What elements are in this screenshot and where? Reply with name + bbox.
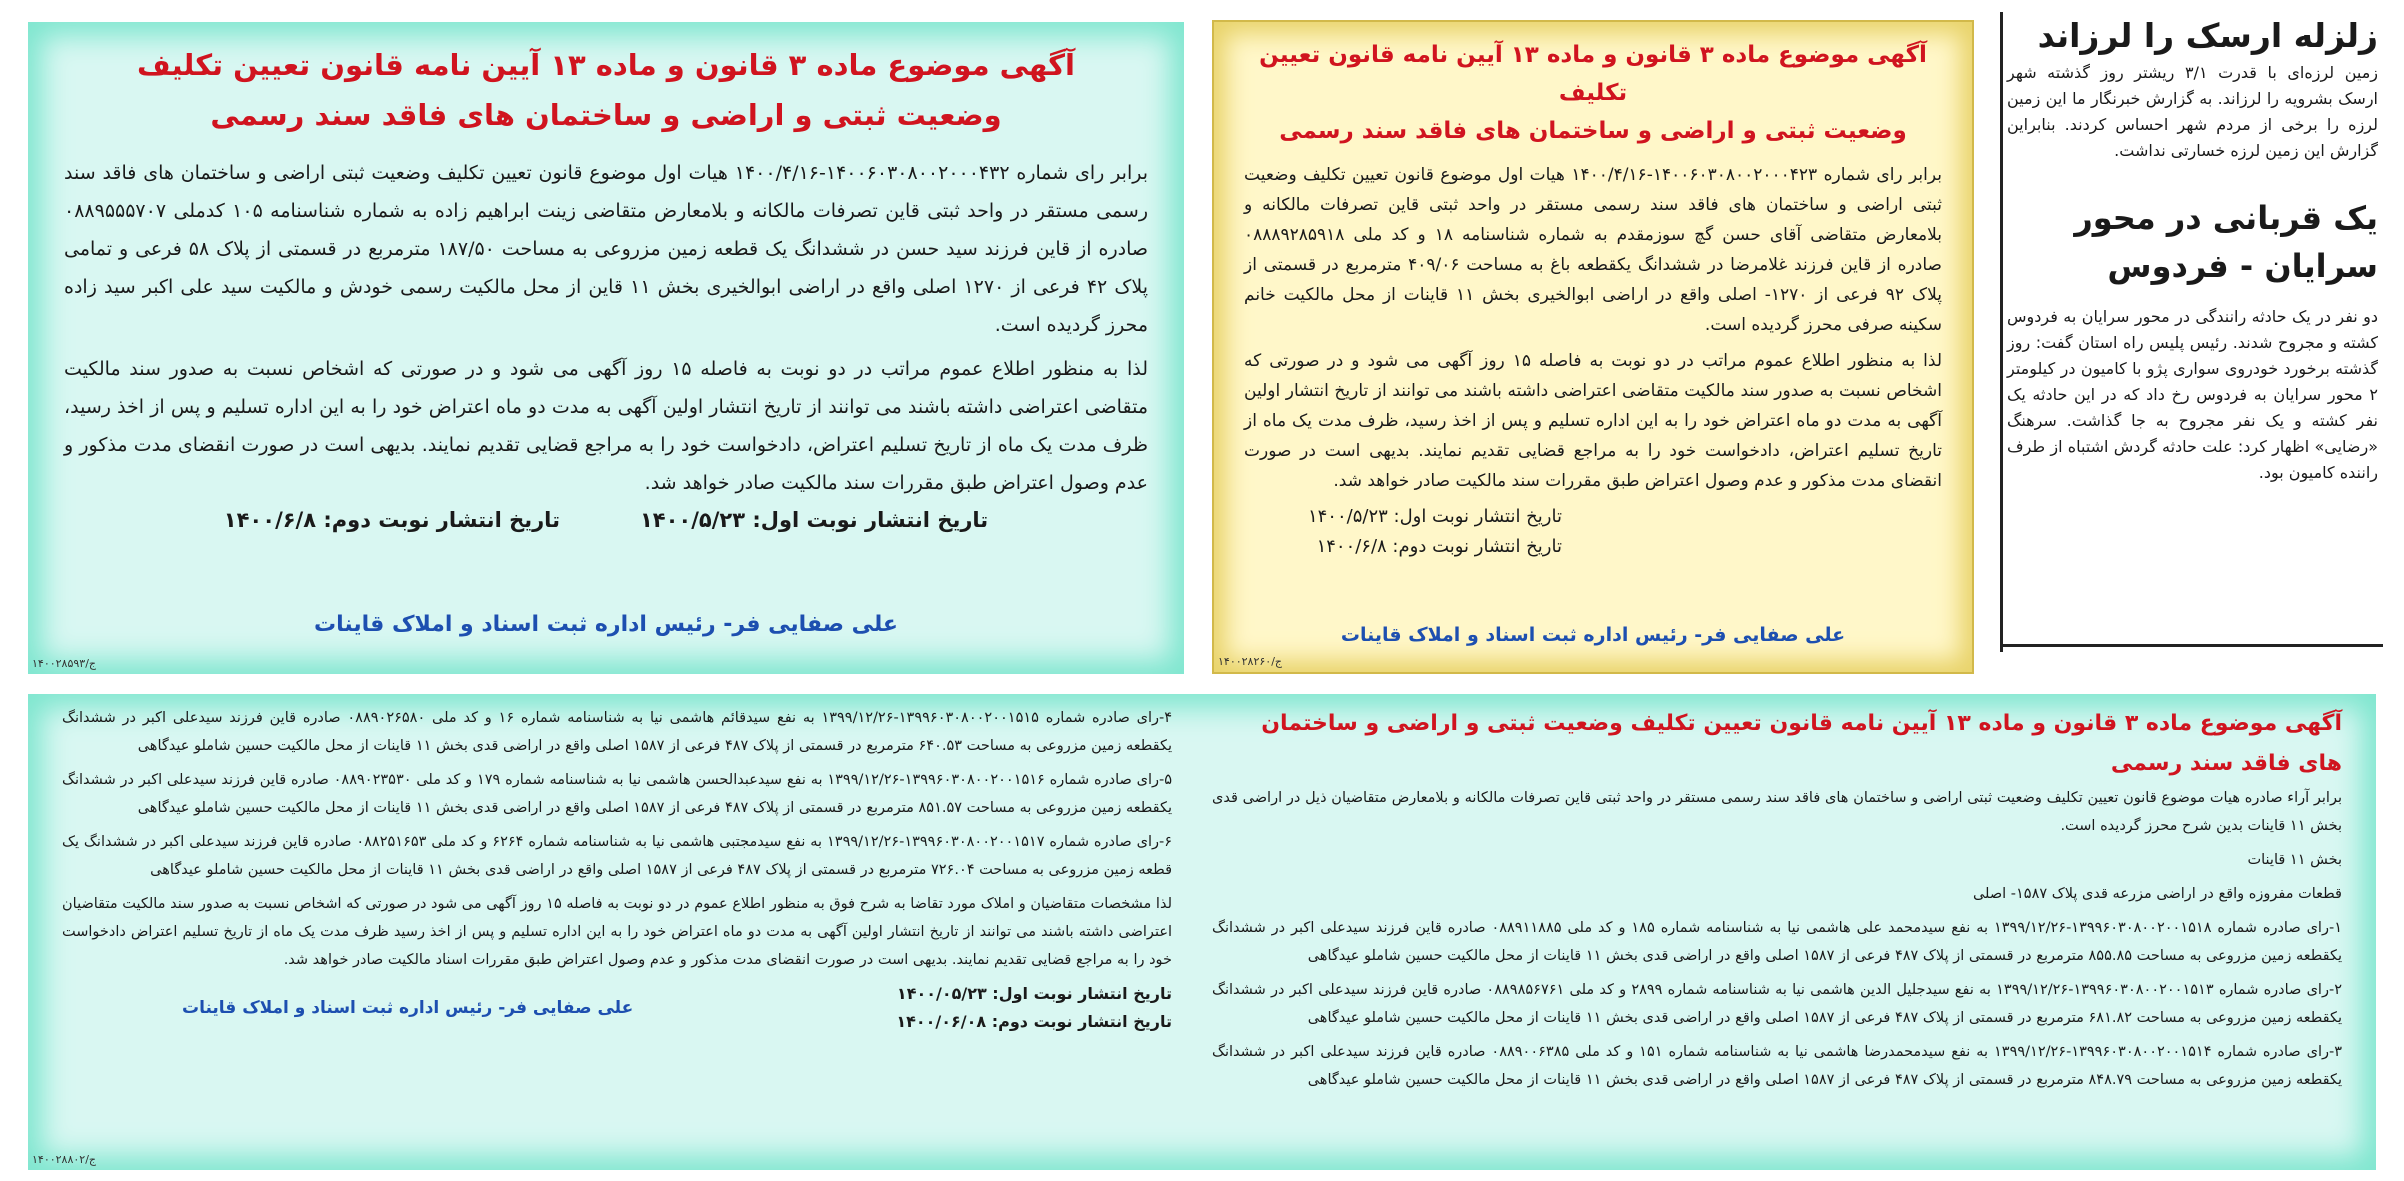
ad-bottom-right-body bbox=[1212, 784, 2342, 1094]
story2-title-line2: سرایان - فردوس bbox=[2107, 247, 2378, 285]
news-bottom-rule bbox=[2003, 644, 2383, 647]
ad-bottom-date-first: تاریخ انتشار نوبت اول: ۱۴۰۰/۰۵/۲۳ bbox=[896, 984, 1172, 1003]
ad-bottom-item2: ۲-رای صادره شماره ۱۳۹۹۶۰۳۰۸۰۰۲۰۰۱۵۱۳-۱۳۹۹/۱۲/۲۶ به نفع سیدجلیل الدین هاشمی نیا به شناسنامه شماره ۲۸۹۹ و کد ملی ۰۸۸۹۸۵۶۷۶۱ صادره قاین فرزند سیدعلی اکبر در ششدانگ یکقطعه زمین مزروعی به مساحت ۶۸۱.۸۲ مترمربع در قسمتی از پلاک ۴۸۷ فرعی از ۱۵۸۷ اصلی واقع در اراضی قدی بخش ۱۱ قاینات از محل مالکیت حسین شاملو عیدگاهی bbox=[1212, 982, 2342, 1026]
ad-left-paragraph1: برابر رای شماره ۱۴۰۰۶۰۳۰۸۰۰۲۰۰۰۴۳۲-۱۴۰۰/۴/۱۶ هیات اول موضوع قانون تعیین تکلیف وضعیت ثبتی اراضی و ساختمان های فاقد سند رسمی مستقر در واحد ثبتی قاین تصرفات مالکانه و بلامعارض متقاضی زینت ابراهیم زاده به شماره شناسنامه ۱۰۵ کدملی ۰۸۸۹۵۵۵۷۰۷ صادره از قاین فرزند سید حسن در ششدانگ یک قطعه زمین مزروعی به مساحت ۱۸۷/۵۰ مترمربع در قسمتی از پلاک ۵۸ فرعی و تمامی پلاک ۴۲ فرعی از ۱۲۷۰ اصلی واقع در اراضی ابوالخیری بخش ۱۱ قاین از محل مالکیت رسمی خودش و مالکیت سید علی اکبر سید زاده محرز گردیده است. bbox=[64, 162, 1149, 336]
ad-middle-date-first: تاریخ انتشار نوبت اول: ۱۴۰۰/۵/۲۳ bbox=[1307, 506, 1562, 527]
ad-middle-date-second: تاریخ انتشار نوبت دوم: ۱۴۰۰/۶/۸ bbox=[1316, 536, 1562, 557]
ad-middle-paragraph2: لذا به منظور اطلاع عموم مراتب در دو نوبت به فاصله ۱۵ روز آگهی می شود و در صورتی که اشخاص نسبت به صدور سند مالکیت متقاضی اعتراضی داشته باشند می توانند از تاریخ انتشار اولین آگهی به مدت دو ماه اعتراض خود را به این اداره تسلیم و پس از اخذ رسید، ظرف مدت یک ماه از تاریخ تسلیم اعتراض، دادخواست خود را به مراجع قضایی تقدیم نمایند. بدیهی است در صورت انقضای مدت مذکور و عدم وصول اعتراض طبق مقررات سند مالکیت صادر خواهد شد. bbox=[1244, 351, 1942, 491]
ad-bottom-date-second: تاریخ انتشار نوبت دوم: ۱۴۰۰/۰۶/۰۸ bbox=[896, 1012, 1172, 1031]
ad-bottom-intro: برابر آراء صادره هیات موضوع قانون تعیین تکلیف وضعیت ثبتی اراضی و ساختمان های فاقد سند رسمی مستقر در واحد ثبتی قاین تصرفات مالکانه و بلامعارض متقاضیان ذیل در اراضی قدی بخش ۱۱ قاینات بدین شرح محرز گردیده است. bbox=[1212, 790, 2342, 834]
ad-bottom-title: آگهی موضوع ماده ۳ قانون و ماده ۱۳ آیین نامه قانون تعیین تکلیف وضعیت ثبتی و اراضی و ساختمان های فاقد سند رسمی bbox=[1261, 711, 2342, 776]
ad-middle-paragraph1: برابر رای شماره ۱۴۰۰۶۰۳۰۸۰۰۲۰۰۰۴۲۳-۱۴۰۰/۴/۱۶ هیات اول موضوع قانون تعیین تکلیف وضعیت ثبتی اراضی و ساختمان های فاقد سند رسمی مستقر در واحد ثبتی قاین تصرفات مالکانه و بلامعارض متقاضی آقای حسن گچ سوزمقدم به شماره شناسنامه ۱۸ و کد ملی ۰۸۸۸۹۲۸۵۹۱۸ صادره از قاین فرزند غلامرضا در ششدانگ یکقطعه باغ به مساحت ۴۰۹/۰۶ مترمربع در قسمتی از پلاک ۹۲ فرعی از ۱۲۷۰- اصلی واقع در اراضی ابوالخیری بخش ۱۱ قاینات از محل مالکیت خانم سکینه صرفی محرز گردیده است. bbox=[1244, 165, 1943, 335]
ad-bottom-left-column bbox=[62, 704, 1172, 1100]
ad-bottom-item1: ۱-رای صادره شماره ۱۳۹۹۶۰۳۰۸۰۰۲۰۰۱۵۱۸-۱۳۹۹/۱۲/۲۶ به نفع سیدمحمد علی هاشمی نیا به شناسنامه شماره ۱۸۵ و کد ملی ۰۸۸۹۱۱۸۸۵ صادره قاین فرزند سیدعلی اکبر در ششدانگ یکقطعه زمین مزروعی به مساحت ۸۵۵.۸۵ مترمربع در قسمتی از پلاک ۴۸۷ فرعی از ۱۵۸۷ اصلی واقع در اراضی قدی بخش ۱۱ قاینات از محل مالکیت حسین شاملو عیدگاهی bbox=[1212, 920, 2342, 964]
story1-title: زلزله ارسک را لرزاند bbox=[2037, 16, 2378, 55]
ad-bottom-item5: ۵-رای صادره شماره ۱۳۹۹۶۰۳۰۸۰۰۲۰۰۱۵۱۶-۱۳۹۹/۱۲/۲۶ به نفع سیدعبدالحسن هاشمی نیا به شناسنامه شماره ۱۷۹ و کد ملی ۰۸۸۹۰۲۳۵۳۰ صادره قاین فرزند سیدعلی اکبر در ششدانگ یکقطعه زمین مزروعی به مساحت ۸۵۱.۵۷ مترمربع در قسمتی از پلاک ۴۸۷ فرعی از ۱۵۸۷ اصلی واقع در اراضی قدی بخش ۱۱ قاینات از محل مالکیت حسین شاملو عیدگاهی bbox=[62, 772, 1173, 816]
ad-middle-dates bbox=[1244, 502, 1942, 562]
ad-bottom-panel bbox=[28, 694, 2376, 1170]
ad-middle-code: ج/۱۴۰۰۲۸۲۶۰ bbox=[1218, 655, 1282, 668]
ad-bottom-item6: ۶-رای صادره شماره ۱۳۹۹۶۰۳۰۸۰۰۲۰۰۱۵۱۷-۱۳۹۹/۱۲/۲۶ به نفع سیدمجتبی هاشمی نیا به شناسنامه شماره ۶۲۶۴ و کد ملی ۰۸۸۲۵۱۶۵۳ صادره قاین فرزند سیدعلی اکبر در ششدانگ یک قطعه زمین مزروعی به مساحت ۷۲۶.۰۴ مترمربع در قسمتی از پلاک ۴۸۷ فرعی از ۱۵۸۷ اصلی واقع در اراضی قدی بخش ۱۱ قاینات از محل مالکیت حسین شاملو عیدگاهی bbox=[62, 834, 1172, 878]
ad-bottom-item4: ۴-رای صادره شماره ۱۳۹۹۶۰۳۰۸۰۰۲۰۰۱۵۱۵-۱۳۹۹/۱۲/۲۶ به نفع سیدقائم هاشمی نیا به شناسنامه شماره ۱۶ و کد ملی ۰۸۸۹۰۲۶۵۸۰ صادره قاین فرزند سیدعلی اکبر در ششدانگ یکقطعه زمین مزروعی به مساحت ۶۴۰.۵۳ مترمربع در قسمتی از پلاک ۴۸۷ فرعی از ۱۵۸۷ اصلی واقع در اراضی قدی بخش ۱۱ قاینات از محل مالکیت حسین شاملو عیدگاهی bbox=[62, 710, 1172, 754]
ad-left-panel bbox=[28, 22, 1184, 674]
ad-bottom-right-column bbox=[1212, 704, 2342, 1100]
ad-bottom-code: ج/۱۴۰۰۲۸۸۰۲ bbox=[32, 1153, 96, 1166]
story1-text: زمین لرزه‌ای با قدرت ۳/۱ ریشتر روز گذشته شهر ارسک بشرویه را لرزاند. به گزارش خبرنگار ما این زمین لرزه را برخی از مردم شهر احساس کردند. بنابراین گزارش این زمین لرزه خسارتی نداشت. bbox=[2007, 63, 2378, 160]
ad-middle-title-line2: وضعیت ثبتی و اراضی و ساختمان های فاقد سند رسمی bbox=[1279, 118, 1907, 144]
story2-text: دو نفر در یک حادثه رانندگی در محور سرایان به فردوس کشته و مجروح شدند. رئیس پلیس راه استان گفت: روز گذشته برخورد خودروی سواری پژو با کامیون در کیلومتر ۲ محور سرایان به فردوس رخ داد که در این حادثه یک نفر کشته و یک نفر مجروح به جا گذاشت. سرهنگ «رضایی» اظهار کرد: علت حادثه گردش اشتباه از طرف راننده کامیون بود. bbox=[2007, 307, 2378, 482]
ad-bottom-closing: لذا مشخصات متقاضیان و املاک مورد تقاضا به شرح فوق به منظور اطلاع عموم در دو نوبت به فاصله ۱۵ روز آگهی می شود در صورتی که اشخاص نسبت به صدور سند مالکیت متقاضیان اعتراضی داشته باشند می توانند از تاریخ انتشار اولین آگهی به مدت دو ماه اعتراض خود را به این اداره تسلیم و پس از اخذ رسید ظرف مدت یک ماه از تاریخ تسلیم اعتراض دادخواست خود را به مراجع قضایی تقدیم نمایند. بدیهی است در صورت انقضای مدت مذکور و عدم وصول اعتراض طبق مقررات اسناد مالکیت صادر خواهد شد. bbox=[62, 896, 1172, 968]
ad-left-signer: علی صفایی فر- رئیس اداره ثبت اسناد و املاک قاینات bbox=[314, 612, 898, 637]
ad-middle-signer: علی صفایی فر- رئیس اداره ثبت اسناد و املاک قاینات bbox=[1340, 624, 1846, 646]
ad-left-title-line2: وضعیت ثبتی و اراضی و ساختمان های فاقد سند رسمی bbox=[210, 98, 1002, 132]
ad-bottom-dates bbox=[896, 980, 1172, 1036]
ad-middle-body bbox=[1244, 160, 1942, 496]
story2-title-line1: یک قربانی در محور bbox=[2074, 199, 2378, 237]
ad-bottom-signer: علی صفایی فر- رئیس اداره ثبت اسناد و املاک قاینات bbox=[182, 998, 634, 1018]
ad-bottom-subsection-label: قطعات مفروزه واقع در اراضی مزرعه قدی پلاک ۱۵۸۷- اصلی bbox=[1972, 886, 2342, 902]
ad-middle-title-line1: آگهی موضوع ماده ۳ قانون و ماده ۱۳ آیین نامه قانون تعیین تکلیف bbox=[1259, 42, 1927, 106]
news-column bbox=[2000, 12, 2384, 652]
ad-bottom-item3: ۳-رای صادره شماره ۱۳۹۹۶۰۳۰۸۰۰۲۰۰۱۵۱۴-۱۳۹۹/۱۲/۲۶ به نفع سیدمحمدرضا هاشمی نیا به شناسنامه شماره ۱۵۱ و کد ملی ۰۸۸۹۰۰۶۳۸۵ صادره قاین فرزند سیدعلی اکبر در ششدانگ یکقطعه زمین مزروعی به مساحت ۸۴۸.۷۹ مترمربع در قسمتی از پلاک ۴۸۷ فرعی از ۱۵۸۷ اصلی واقع در اراضی قدی بخش ۱۱ قاینات از محل مالکیت حسین شاملو عیدگاهی bbox=[1212, 1044, 2343, 1088]
ad-left-dates bbox=[64, 508, 1148, 532]
ad-left-date-first: تاریخ انتشار نوبت اول: ۱۴۰۰/۵/۲۳ bbox=[639, 508, 989, 532]
ad-left-code: ج/۱۴۰۰۲۸۵۹۳ bbox=[32, 657, 96, 670]
ad-left-title-line1: آگهی موضوع ماده ۳ قانون و ماده ۱۳ آیین نامه قانون تعیین تکلیف bbox=[137, 48, 1075, 82]
ad-left-paragraph2: لذا به منظور اطلاع عموم مراتب در دو نوبت به فاصله ۱۵ روز آگهی می شود و در صورتی که اشخاص نسبت به صدور سند مالکیت متقاضی اعتراضی داشته باشند می توانند از تاریخ انتشار اولین آگهی به مدت دو ماه اعتراض خود را به این اداره تسلیم و پس از اخذ رسید، ظرف مدت یک ماه از تاریخ تسلیم اعتراض، دادخواست خود را به مراجع قضایی تقدیم نمایند. بدیهی است در صورت انقضای مدت مذکور و عدم وصول اعتراض طبق مقررات سند مالکیت صادر خواهد شد. bbox=[64, 358, 1148, 494]
ad-middle-panel bbox=[1212, 20, 1974, 674]
ad-left-date-second: تاریخ انتشار نوبت دوم: ۱۴۰۰/۶/۸ bbox=[223, 508, 560, 532]
ad-bottom-left-body bbox=[62, 704, 1172, 974]
ad-left-body bbox=[64, 154, 1148, 502]
ad-bottom-section-label: بخش ۱۱ قاینات bbox=[2247, 852, 2342, 868]
